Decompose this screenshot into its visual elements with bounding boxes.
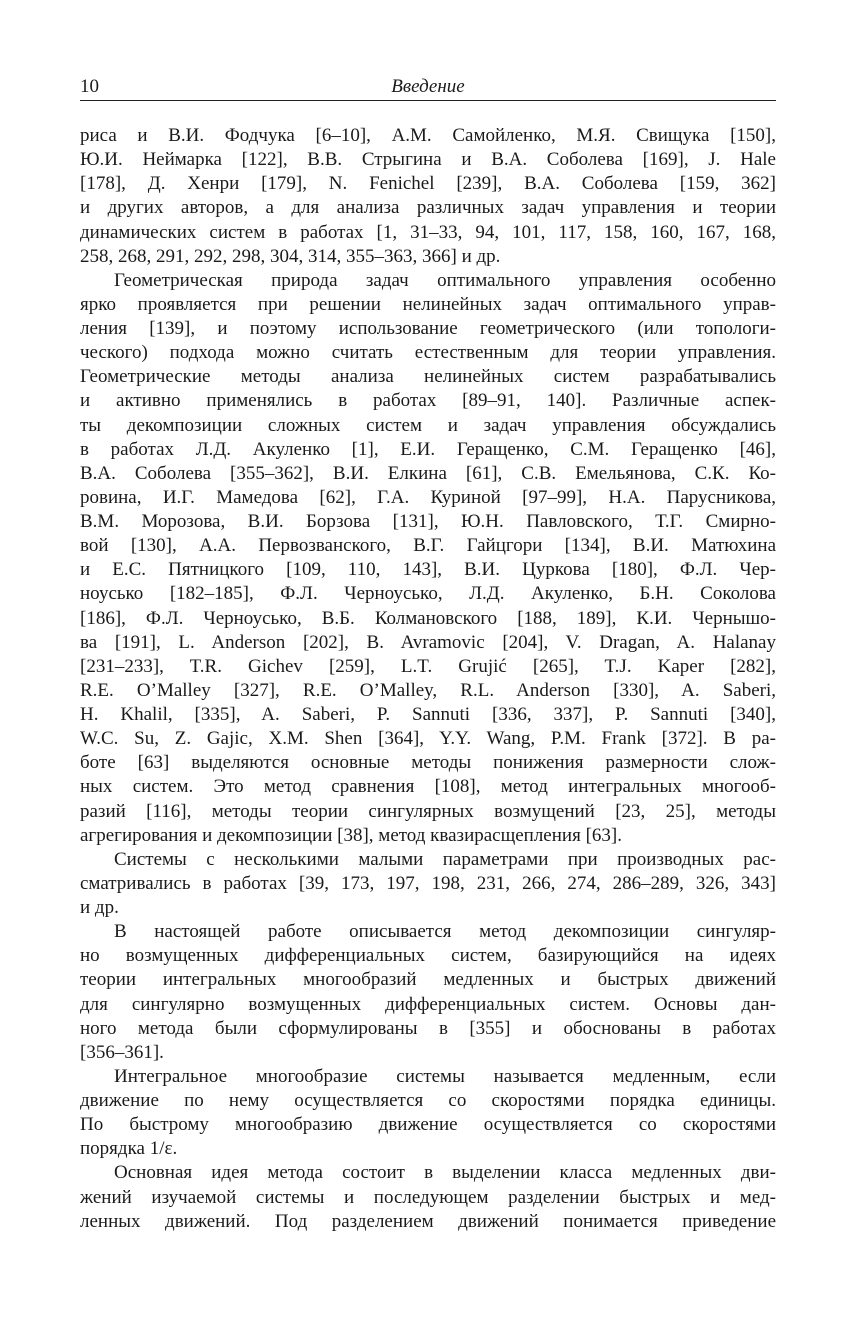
text-line: риса и В.И. Фодчука [6–10], А.М. Самойленко, М.Я. Свищука [150], xyxy=(80,125,776,146)
text-line: [231–233], T.R. Gichev [259], L.T. Grujić [265], T.J. Kaper [282], xyxy=(80,655,776,677)
text-line: ноусько [182–185], Ф.Л. Черноусько, Л.Д. Акуленко, Б.Н. Соколова xyxy=(80,583,776,605)
text-line: и других авторов, а для анализа различных задач управления и теории xyxy=(80,197,776,219)
text-line: ярко проявляется при решении нелинейных задач оптимального управ- xyxy=(80,293,776,315)
text-line: Геометрическая природа задач оптимального управления особенно xyxy=(114,269,776,291)
text-line: В.М. Морозова, В.И. Борзова [131], Ю.Н. Павловского, Т.Г. Смирно- xyxy=(80,511,776,532)
text-line: Основная идея метода состоит в выделении класса медленных дви- xyxy=(114,1162,776,1184)
running-title: Введение xyxy=(391,76,465,97)
text-line: [186], Ф.Л. Черноусько, В.Б. Колмановского [188, 189], К.И. Чернышо- xyxy=(80,607,776,629)
paragraph xyxy=(80,920,776,1065)
text-line: ты декомпозиции сложных систем и задач управления обсуждались xyxy=(80,414,776,436)
paragraph xyxy=(80,848,776,920)
text-line: H. Khalil, [335], A. Saberi, P. Sannuti [336, 337], P. Sannuti [340], xyxy=(80,704,776,725)
text-line: Ю.И. Неймарка [122], В.В. Стрыгина и В.А. Соболева [169], J. Hale xyxy=(80,149,776,171)
text-line: Геометрические методы анализа нелинейных систем разрабатывались xyxy=(80,366,776,388)
text-line: жений изучаемой системы и последующем разделении быстрых и мед- xyxy=(80,1186,776,1208)
running-header xyxy=(80,74,776,101)
text-line: вой [130], А.А. Первозванского, В.Г. Гайцгори [134], В.И. Матюхина xyxy=(80,535,776,557)
paragraph xyxy=(80,124,776,269)
page-number: 10 xyxy=(80,76,99,97)
text-line: W.C. Su, Z. Gajic, X.M. Shen [364], Y.Y. Wang, P.M. Frank [372]. В ра- xyxy=(80,728,776,750)
text-line: ного метода были сформулированы в [355] и обоснованы в работах xyxy=(80,1017,776,1039)
text-line: ления [139], и поэтому использование геометрического (или топологи- xyxy=(80,318,776,339)
text-line: R.E. O’Malley [327], R.E. O’Malley, R.L. Anderson [330], A. Saberi, xyxy=(80,679,776,701)
text-line: и активно применялись в работах [89–91, 140]. Различные аспек- xyxy=(80,390,776,412)
text-line: теории интегральных многообразий медленных и быстрых движений xyxy=(80,969,776,991)
text-line: порядка 1/ε. xyxy=(80,1138,178,1160)
text-line: в работах Л.Д. Акуленко [1], Е.И. Геращенко, С.М. Геращенко [46], xyxy=(80,438,776,460)
text-line: боте [63] выделяются основные методы понижения размерности слож- xyxy=(80,752,776,774)
body-text xyxy=(80,124,776,1234)
text-line: для сингулярно возмущенных дифференциальных систем. Основы дан- xyxy=(80,993,776,1015)
text-line: но возмущенных дифференциальных систем, базирующийся на идеях xyxy=(80,945,776,967)
paragraph xyxy=(80,1161,776,1233)
text-line: В.А. Соболева [355–362], В.И. Елкина [61], С.В. Емельянова, С.К. Ко- xyxy=(80,462,776,484)
text-line: Интегральное многообразие системы называется медленным, если xyxy=(114,1065,776,1087)
text-line: динамических систем в работах [1, 31–33, 94, 101, 117, 158, 160, 167, 168, xyxy=(80,221,776,243)
paragraph xyxy=(80,269,776,848)
text-line: сматривались в работах [39, 173, 197, 198, 231, 266, 274, 286–289, 326, 343] xyxy=(80,872,776,894)
text-line: движение по нему осуществляется со скоростями порядка единицы. xyxy=(80,1090,776,1111)
text-line: ленных движений. Под разделением движений понимается приведение xyxy=(80,1210,776,1232)
text-line: [178], Д. Хенри [179], N. Fenichel [239], В.А. Соболева [159, 362] xyxy=(80,173,776,195)
text-line: Системы с несколькими малыми параметрами при производных рас- xyxy=(114,848,776,870)
text-line: и др. xyxy=(80,897,119,918)
text-line: По быстрому многообразию движение осуществляется со скоростями xyxy=(80,1114,776,1136)
paragraph xyxy=(80,1065,776,1162)
text-line: агрегирования и декомпозиции [38], метод квазирасщепления [63]. xyxy=(80,824,622,846)
text-line: [356–361]. xyxy=(80,1041,164,1063)
text-line: и Е.С. Пятницкого [109, 110, 143], В.И. Цуркова [180], Ф.Л. Чер- xyxy=(80,559,776,581)
text-line: В настоящей работе описывается метод декомпозиции сингуляр- xyxy=(114,921,776,943)
text-line: ровина, И.Г. Мамедова [62], Г.А. Куриной [97–99], Н.А. Парусникова, xyxy=(80,486,776,508)
text-line: 258, 268, 291, 292, 298, 304, 314, 355–363, 366] и др. xyxy=(80,245,501,267)
text-line: ческого) подхода можно считать естественным для теории управления. xyxy=(80,342,776,364)
text-line: ных систем. Это метод сравнения [108], метод интегральных многооб- xyxy=(80,776,776,798)
text-line: разий [116], методы теории сингулярных возмущений [23, 25], методы xyxy=(80,800,776,822)
text-line: ва [191], L. Anderson [202], B. Avramovic [204], V. Dragan, A. Halanay xyxy=(80,631,776,653)
